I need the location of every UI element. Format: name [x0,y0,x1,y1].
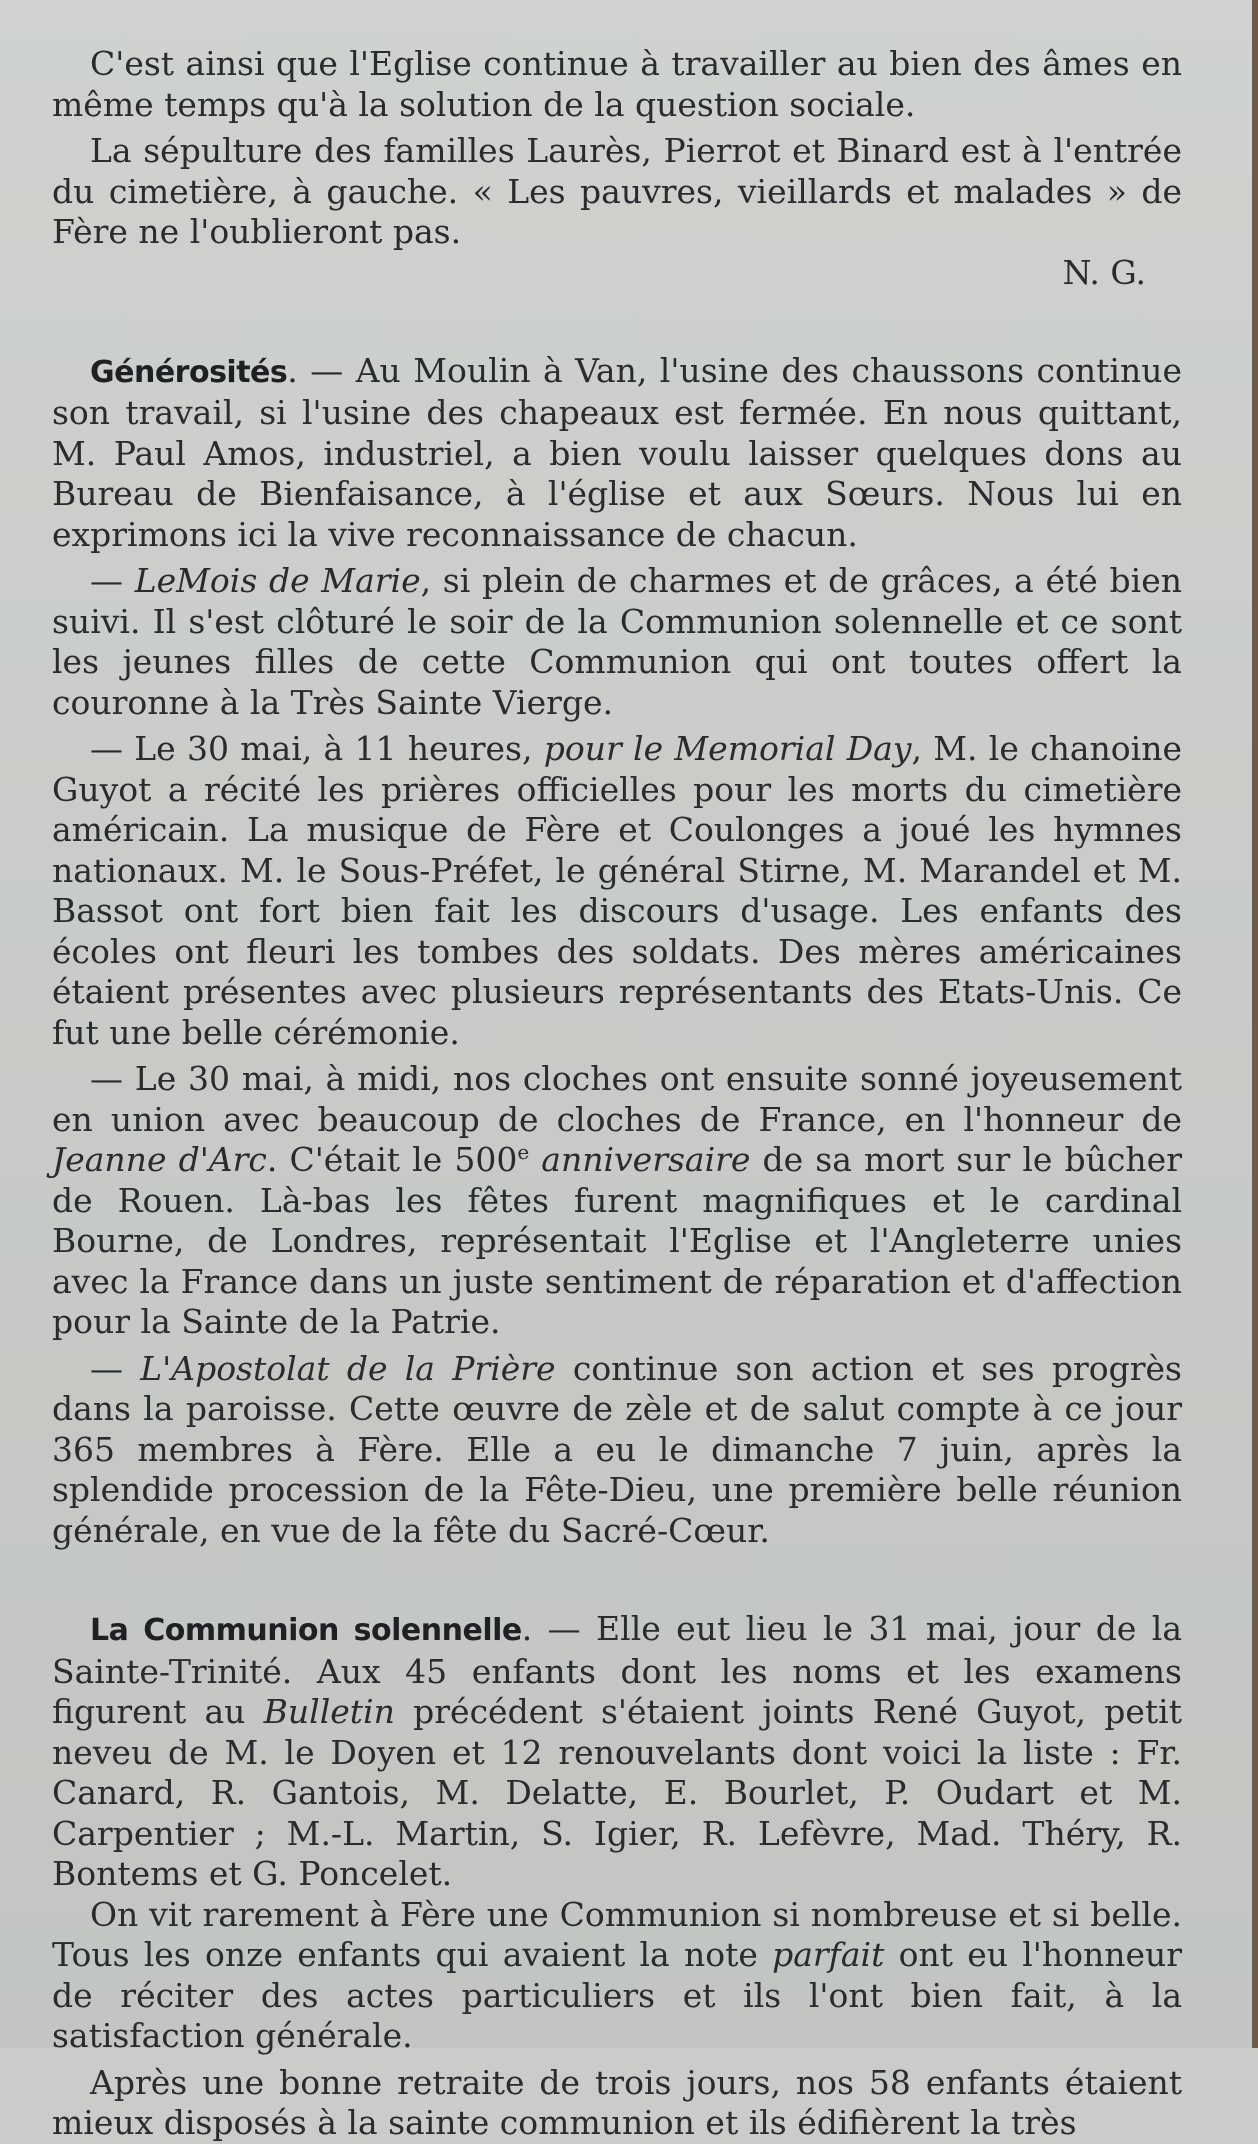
section-heading-communion: La Communion solennelle [90,1613,522,1648]
title-mois-de-marie: LeMois de Marie [134,561,421,600]
signature: N. G. [1062,252,1146,292]
title-memorial-day: pour le Memorial Day [543,729,912,768]
page-edge [1252,0,1258,2048]
generosites-text-3: , M. le chanoine Guyot a récité les prières officielles pour les morts du cimetière américain. La musique de Fère et Coulonges a joué les hymnes nationaux. M. le Sous-Préfet, le général Stirne, M. Marandel et M. Bassot ont fort bien fait les discours d'usage. Les enfants des écoles ont fleuri les tombes des soldats. Des mères américaines étaient présentes avec plusieurs représentants des Etats-Unis. Ce fut une belle cérémonie. [52,729,1182,1052]
dash: — [90,561,135,600]
generosites-paragraph-jeanne-d-arc [52,1059,1182,1343]
dash: — [90,1348,141,1388]
communion-paragraph-3: Après une bonne retraite de trois jours, nos 58 enfants étaient mieux disposés à la sainte communion et ils édifièrent la très [52,2062,1182,2142]
title-apostolat-de-la-priere: L'Apostolat de la Prière [140,1348,556,1388]
intro-paragraph-1: C'est ainsi que l'Eglise continue à travailler au bien des âmes en même temps qu'à la solution de la question sociale. [52,44,1182,124]
space [529,1140,541,1179]
communion-paragraph-1 [52,1609,1182,1895]
generosites-text-1: . — Au Moulin à Van, l'usine des chaussons continue son travail, si l'usine des chapeaux est fermée. En nous quittant, M. Paul Amos, industriel, a bien voulu laisser quelques dons au Bureau de Bienfaisance, à l'église et aux Sœurs. Nous lui en exprimons ici la vive reconnaissance de chacun. [52,350,1182,554]
memorial-lead: — Le 30 mai, à 11 heures, [90,729,544,768]
generosites-paragraph-apostolat [52,1349,1182,1552]
name-jeanne-d-arc: Jeanne d'Arc [52,1140,267,1179]
generosites-paragraph-memorial-day [52,729,1182,1053]
ordinal-superscript: e [517,1140,530,1164]
generosites-text-5: continue son action et ses progrès dans la paroisse. Cette œuvre de zèle et de salut compte à ce jour 365 membres à Fère. Elle a eu le dimanche 7 juin, après la splendide procession de la Fête-Dieu, une première belle réunion générale, en vue de la fête du Sacré-Cœur. [52,1348,1182,1550]
communion-text-1: . — Elle eut lieu le 31 mai, jour de la Sainte-Trinité. Aux 45 enfants dont les noms et les examens figurent au [52,1609,1182,1731]
communion-paragraph-2 [52,1895,1182,2057]
communion-text-2-lead: On vit rarement à Fère une Communion si nombreuse et si belle. Tous les onze enfants qui avaient la note [52,1894,1182,1974]
generosites-text-2: , si plein de charmes et de grâces, a été bien suivi. Il s'est clôturé le soir de la Communion solennelle et ce sont les jeunes filles de cette Communion qui ont toutes offert la couronne à la Très Sainte Vierge. [52,561,1182,722]
word-anniversaire: anniversaire [541,1140,751,1179]
title-bulletin: Bulletin [263,1692,395,1731]
communion-text-2: ont eu l'honneur de réciter des actes particuliers et ils l'ont bien fait, à la satisfaction générale. [52,1935,1183,2055]
jeanne-mid: . C'était le 500 [266,1140,518,1179]
generosites-paragraph-1 [52,351,1182,556]
jeanne-lead: — Le 30 mai, à midi, nos cloches ont ensuite sonné joyeusement en union avec beaucoup de cloches de France, en l'honneur de [52,1059,1182,1139]
section-generosites [52,351,1182,1552]
generosites-paragraph-mois-de-marie [52,561,1182,723]
section-heading-generosites: Générosités [90,354,288,390]
generosites-text-4: de sa mort sur le bûcher de Rouen. Là-bas les fêtes furent magnifiques et le cardinal Bourne, de Londres, représentait l'Eglise et l'Angleterre unies avec la France dans un juste sentiment de réparation et d'affection pour la Sainte de la Patrie. [52,1140,1182,1341]
section-communion-solennelle [52,1609,1182,2144]
word-parfait: parfait [772,1935,885,1974]
intro-paragraph-2: La sépulture des familles Laurès, Pierrot et Binard est à l'entrée du cimetière, à gauche. « Les pauvres, vieillards et malades » de Fère ne l'oublieront pas. [52,131,1182,251]
communion-text-1-rest: précédent s'étaient joints René Guyot, petit neveu de M. le Doyen et 12 renouvelants dont voici la liste : Fr. Canard, R. Gantois, M. Delatte, E. Bourlet, P. Oudart et M. Carpentier ; M.-L. Martin, S. Igier, R. Lefèvre, Mad. Théry, R. Bontems et G. Poncelet. [52,1692,1182,1893]
